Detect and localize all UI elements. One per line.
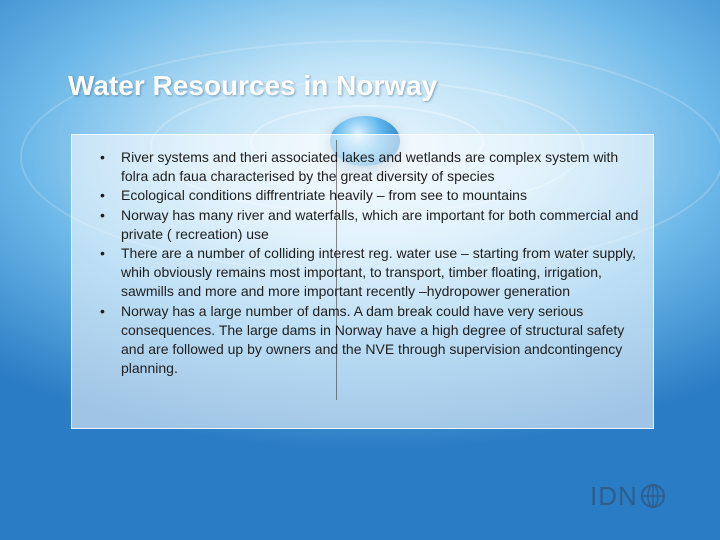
globe-icon: [640, 483, 666, 509]
idn-logo: [590, 482, 666, 510]
bullet-dot: •: [100, 245, 105, 262]
bullet-dot: •: [100, 149, 105, 165]
bullet-item: [92, 244, 640, 302]
bullet-list: [92, 148, 640, 378]
bullet-text: River systems and theri associated lakes and wetlands are complex system with folra adn faua characterised by the great diversity of species: [121, 149, 619, 185]
bullet-item: [92, 206, 640, 244]
bullet-item: [92, 186, 640, 205]
bullet-text: Norway has many river and waterfalls, which are important for both commercial and private ( recreation) use: [121, 206, 639, 242]
bullet-dot: •: [100, 206, 105, 223]
slide-title: Water Resources in Norway: [68, 70, 438, 101]
bullet-item: [92, 302, 640, 379]
bullet-text: Norway has a large number of dams. A dam break could have very serious consequences. The large dams in Norway have a high degree of structural safety and are followed up by owners and the NVE through supervision andcontingency planning.: [121, 302, 625, 377]
bullet-dot: •: [100, 187, 105, 204]
logo-text: IDN: [590, 481, 638, 511]
bullet-text: There are a number of colliding interest reg. water use – starting from water supply, whih obviously remains most important, to transport, timber floating, irrigation, sawmills and more and more important recently –hydropower generation: [121, 245, 636, 300]
bullet-text: Ecological conditions diffrentriate heavily – from see to mountains: [121, 187, 527, 204]
bullet-dot: •: [100, 302, 105, 319]
bullet-item: [92, 148, 640, 186]
